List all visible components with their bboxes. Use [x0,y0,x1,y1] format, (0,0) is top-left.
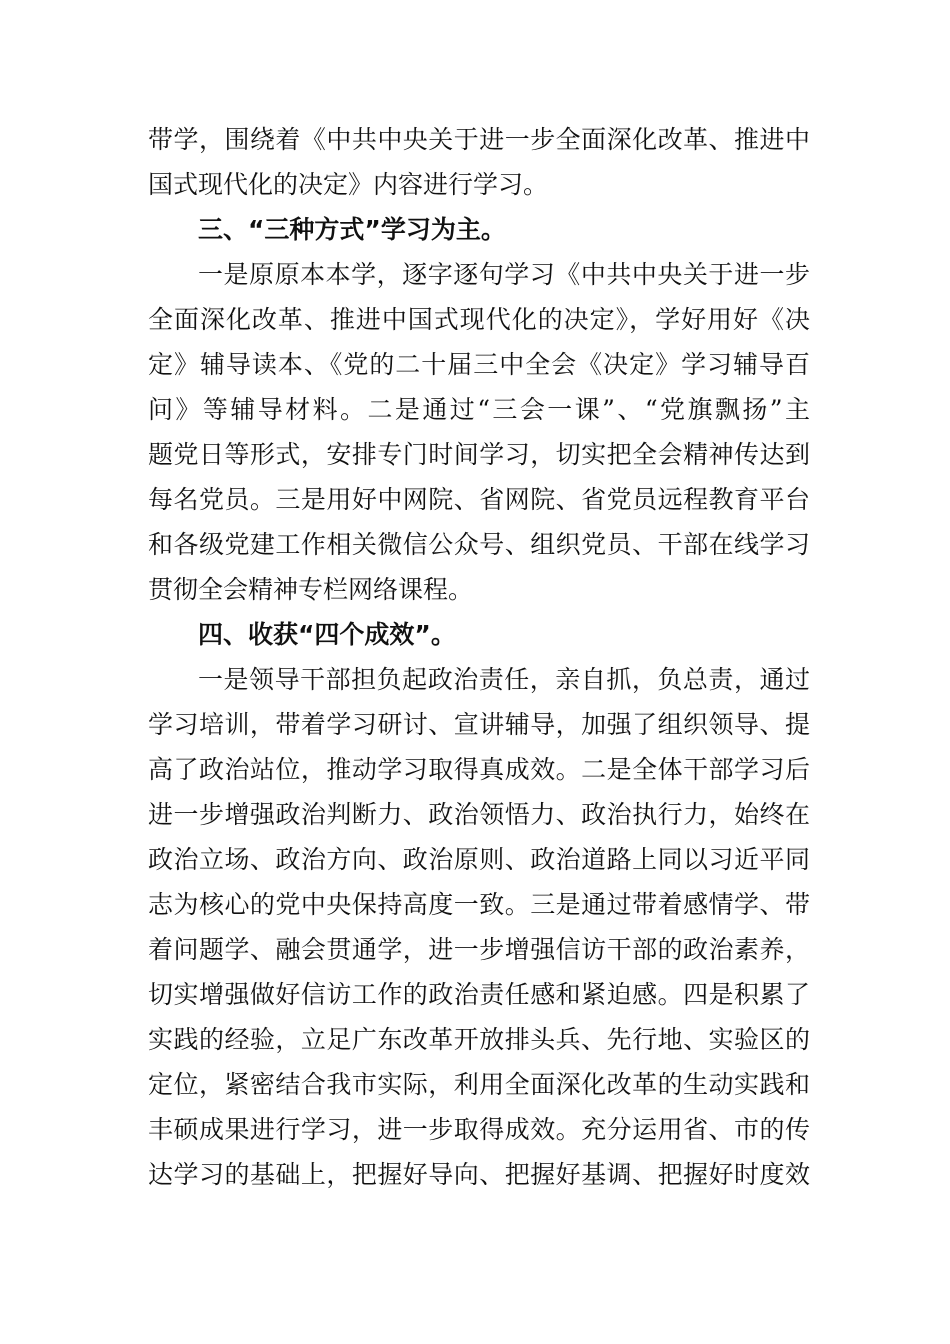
paragraph-line: 一是原原本本学，逐字逐句学习《中共中央关于进一步 [198,260,810,289]
section-heading-3: 三、“三种方式”学习为主。 [198,215,506,244]
paragraph-line: 政治立场、政治方向、政治原则、政治道路上同以习近平同 [148,845,810,874]
paragraph-line: 进一步增强政治判断力、政治领悟力、政治执行力，始终在 [148,800,810,829]
paragraph-line: 高了政治站位，推动学习取得真成效。二是全体干部学习后 [148,755,810,784]
paragraph-line: 学习培训，带着学习研讨、宣讲辅导，加强了组织领导、提 [148,710,810,739]
paragraph-line: 定位，紧密结合我市实际，利用全面深化改革的生动实践和 [148,1070,810,1099]
paragraph-line: 贯彻全会精神专栏网络课程。 [148,575,474,604]
paragraph-line: 题党日等形式，安排专门时间学习，切实把全会精神传达到 [148,440,810,469]
paragraph-line: 切实增强做好信访工作的政治责任感和紧迫感。四是积累了 [148,980,810,1009]
paragraph-line: 一是领导干部担负起政治责任，亲自抓，负总责，通过 [198,665,810,694]
paragraph-line: 问》等辅导材料。二是通过“三会一课”、“党旗飘扬”主 [148,395,810,424]
paragraph-line: 和各级党建工作相关微信公众号、组织党员、干部在线学习 [148,530,810,559]
paragraph-line: 实践的经验，立足广东改革开放排头兵、先行地、实验区的 [148,1025,810,1054]
paragraph-line: 全面深化改革、推进中国式现代化的决定》，学好用好《决 [148,305,810,334]
paragraph-line: 定》辅导读本、《党的二十届三中全会《决定》学习辅导百 [148,350,810,379]
paragraph-line: 国式现代化的决定》内容进行学习。 [148,170,549,199]
paragraph-line: 达学习的基础上，把握好导向、把握好基调、把握好时度效 [148,1160,810,1189]
section-heading-4: 四、收获“四个成效”。 [198,620,456,649]
paragraph-line: 带学，围绕着《中共中央关于进一步全面深化改革、推进中 [148,125,810,154]
paragraph-line: 志为核心的党中央保持高度一致。三是通过带着感情学、带 [148,890,810,919]
paragraph-line: 丰硕成果进行学习，进一步取得成效。充分运用省、市的传 [148,1115,810,1144]
paragraph-line: 每名党员。三是用好中网院、省网院、省党员远程教育平台 [148,485,810,514]
paragraph-line: 着问题学、融会贯通学，进一步增强信访干部的政治素养， [148,935,810,964]
